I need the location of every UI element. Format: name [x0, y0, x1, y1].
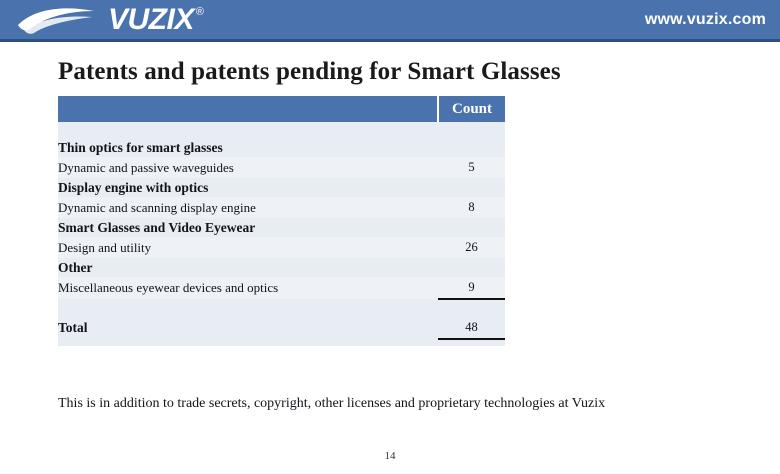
category-count [438, 178, 505, 197]
table-row [58, 197, 505, 218]
category-count [438, 218, 505, 237]
brand [0, 2, 204, 36]
wordmark-text: VUZIX [108, 2, 194, 36]
footnote: This is in addition to trade secrets, copyright, other licenses and proprietary technologies at Vuzix [58, 396, 606, 411]
table-row [58, 157, 505, 178]
page-title: Patents and patents pending for Smart Glasses [58, 58, 561, 85]
item-label: Design and utility [58, 237, 438, 258]
spacer-count-cell [438, 122, 505, 138]
table-row [58, 178, 505, 197]
item-count: 9 [438, 277, 505, 299]
table-header-row [58, 96, 505, 122]
table-spacer-row [58, 122, 505, 138]
blank-count-cell [438, 299, 505, 317]
table-header-blank [58, 96, 438, 122]
item-label: Miscellaneous eyewear devices and optics [58, 277, 438, 299]
header-bar [0, 0, 780, 42]
tail-count-cell [438, 339, 505, 346]
category-count [438, 138, 505, 157]
vuzix-swoosh-icon [14, 5, 100, 35]
page-number: 14 [384, 450, 396, 462]
category-label: Display engine with optics [58, 178, 438, 197]
category-count [438, 258, 505, 277]
item-count: 5 [438, 157, 505, 178]
patents-table-wrapper [58, 96, 505, 346]
table-total-row [58, 317, 505, 339]
table-row [58, 258, 505, 277]
item-count: 8 [438, 197, 505, 218]
category-label: Other [58, 258, 438, 277]
registered-mark: ® [195, 5, 204, 18]
table-row [58, 237, 505, 258]
tail-label-cell [58, 339, 438, 346]
spacer-label-cell [58, 122, 438, 138]
wordmark [108, 2, 204, 36]
site-url[interactable]: www.vuzix.com [644, 10, 766, 28]
item-label: Dynamic and scanning display engine [58, 197, 438, 218]
table-row [58, 218, 505, 237]
table-row [58, 277, 505, 299]
table-blank-row [58, 299, 505, 317]
blank-label-cell [58, 299, 438, 317]
patents-table [58, 96, 505, 346]
category-label: Smart Glasses and Video Eyewear [58, 218, 438, 237]
item-label: Dynamic and passive waveguides [58, 157, 438, 178]
table-header-count: Count [438, 96, 505, 122]
table-row [58, 138, 505, 157]
category-label: Thin optics for smart glasses [58, 138, 438, 157]
total-count: 48 [438, 317, 505, 339]
table-tail-row [58, 339, 505, 346]
total-label: Total [58, 317, 438, 339]
item-count: 26 [438, 237, 505, 258]
